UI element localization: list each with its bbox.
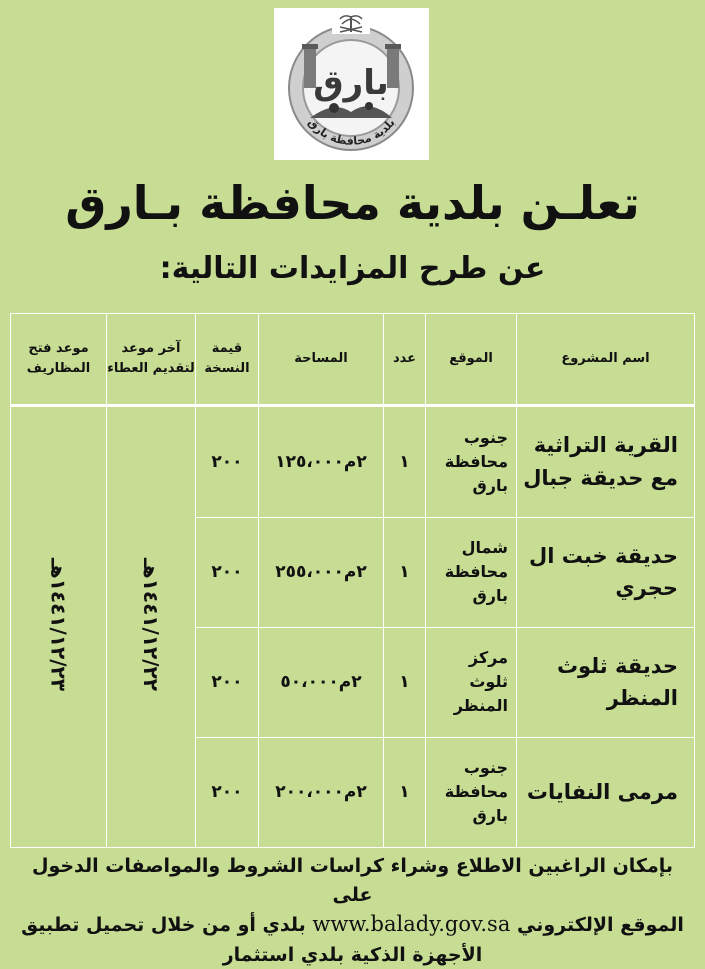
- last-submission-date: ١٤٤١/١٢/٢٢هـ: [139, 558, 163, 691]
- area-cell: ٢م٢٥٥،٠٠٠: [259, 517, 384, 627]
- header-area: المساحة: [259, 314, 384, 406]
- footer-line-2-suffix: بلدي أو من خلال تحميل تطبيق: [21, 914, 306, 936]
- baladiya-bariq-logo: [274, 8, 429, 160]
- location-cell: جنوب محافظة بارق: [426, 737, 517, 847]
- logo-box: [274, 8, 429, 160]
- area-cell: ٢م٢٠٠،٠٠٠: [259, 737, 384, 847]
- table-row: [11, 406, 695, 518]
- project-name-cell: مرمى النفايات: [517, 737, 695, 847]
- count-cell: ١: [384, 737, 426, 847]
- palm-swords-icon: [332, 12, 370, 34]
- announcement-subheadline: عن طرح المزايدات التالية:: [0, 251, 705, 286]
- balady-website-link[interactable]: www.balady.gov.sa: [312, 912, 510, 936]
- header-copy-price: قيمة النسخة: [196, 314, 259, 406]
- footer-line-2-prefix: الموقع الإلكتروني: [517, 914, 684, 936]
- opening-date: ١٤٤١/١٢/٢٣هـ: [47, 558, 71, 691]
- header-project-name: اسم المشروع: [517, 314, 695, 406]
- location-cell: شمال محافظة بارق: [426, 517, 517, 627]
- announcement-headline: تعلـن بلدية محافظة بـارق: [0, 176, 705, 230]
- logo-ring-text: بلدية محافظة بارق: [305, 116, 397, 148]
- header-location: الموقع: [426, 314, 517, 406]
- count-cell: ١: [384, 627, 426, 737]
- project-name-cell: القرية التراثية مع حديقة جبال: [517, 406, 695, 518]
- count-cell: ١: [384, 517, 426, 627]
- last-submission-cell: [107, 406, 196, 848]
- location-cell: مركز ثلوث المنظر: [426, 627, 517, 737]
- project-name-cell: حديقة ثلوث المنظر: [517, 627, 695, 737]
- copy-price-cell: ٢٠٠: [196, 406, 259, 518]
- copy-price-cell: ٢٠٠: [196, 627, 259, 737]
- count-cell: ١: [384, 406, 426, 518]
- logo-emblem-text: بارق: [313, 63, 389, 103]
- area-cell: ٢م١٢٥،٠٠٠: [259, 406, 384, 518]
- footer-line-3: الأجهزة الذكية بلدي استثمار: [20, 941, 685, 969]
- opening-date-cell: [11, 406, 107, 848]
- auctions-table: [10, 313, 695, 848]
- project-name-cell: حديقة خبت ال حجري: [517, 517, 695, 627]
- copy-price-cell: ٢٠٠: [196, 517, 259, 627]
- area-cell: ٢م٥٠،٠٠٠: [259, 627, 384, 737]
- header-last-submission: آخر موعد لتقديم العطاء: [107, 314, 196, 406]
- table-header-row: [11, 314, 695, 406]
- footer-line-1: بإمكان الراغبين الاطلاع وشراء كراسات الشروط والمواصفات الدخول على: [20, 852, 685, 909]
- header-opening-date: موعد فتح المظاريف: [11, 314, 107, 406]
- location-cell: جنوب محافظة بارق: [426, 406, 517, 518]
- footer-note: [20, 852, 685, 969]
- header-count: عدد: [384, 314, 426, 406]
- copy-price-cell: ٢٠٠: [196, 737, 259, 847]
- footer-line-2: [20, 909, 685, 941]
